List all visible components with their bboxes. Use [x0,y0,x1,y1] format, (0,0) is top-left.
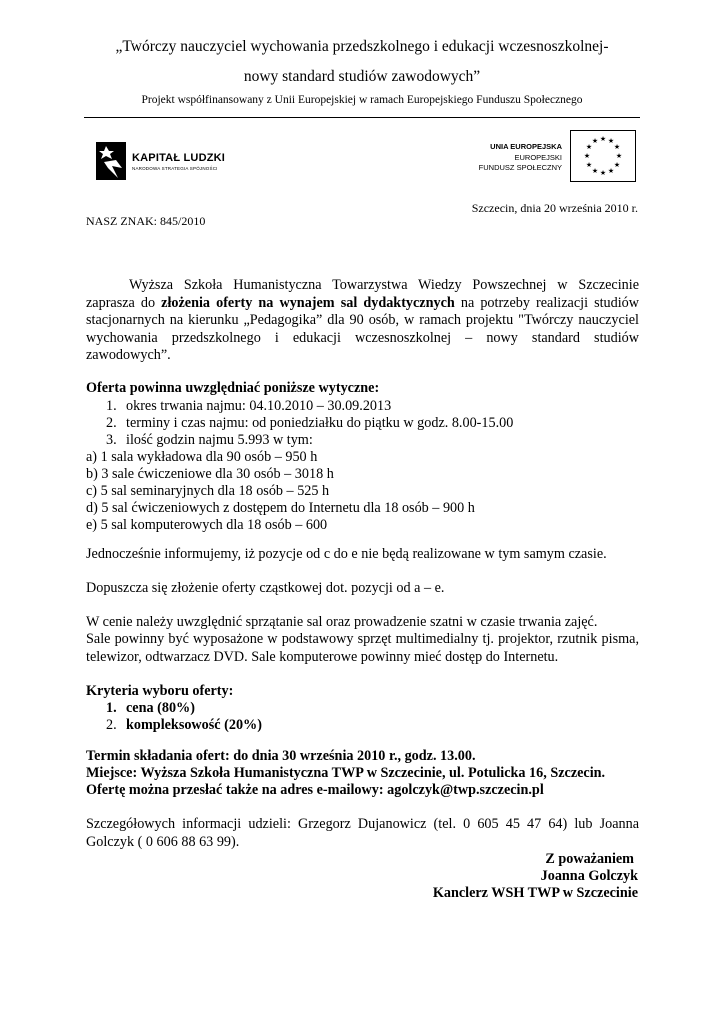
signature-name: Joanna Golczyk [540,868,638,884]
guideline-2-num: 2. [106,415,117,431]
svg-text:★: ★ [599,135,607,143]
place-date: Szczecin, dnia 20 września 2010 r. [471,201,638,215]
eu-logo [456,128,640,184]
svg-text:★: ★ [613,143,621,151]
criteria-2-num: 2. [106,717,117,733]
contact-paragraph: Szczegółowych informacji udzieli: Grzegorz Dujanowicz (tel. 0 605 45 47 64) lub Joanna Golczyk ( 0 606 88 63 99). [86,816,639,850]
place-line: Miejsce: Wyższa Szkoła Humanistyczna TWP w Szczecinie, ul. Potulicka 16, Szczecin. [86,765,606,781]
eu-flag-icon [570,130,636,182]
guideline-1-num: 1. [106,398,117,414]
para-partial-offer: Dopuszcza się złożenie oferty cząstkowej dot. pozycji od a – e. [86,580,445,596]
para-equipment: Sale powinny być wyposażone w podstawowy sprzęt multimedialny tj. projektor, rzutnik pisma, telewizor, odtwarzacz DVD. Sale komputerowe powinny mieć dostęp do Internetu. [86,631,639,665]
eu-logo-line3: FUNDUSZ SPOŁECZNY [478,163,562,172]
svg-text:★: ★ [599,169,607,177]
svg-text:★: ★ [591,137,599,145]
eu-logo-line1: UNIA EUROPEJSKA [490,142,562,151]
guideline-1-text: okres trwania najmu: 04.10.2010 – 30.09.2013 [126,398,392,414]
criteria-1-text: cena (80%) [126,700,195,716]
header-title-line2: nowy standard studiów zawodowych” [243,68,481,85]
svg-text:★: ★ [613,161,621,169]
kapital-ludzki-name: KAPITAŁ LUDZKI [132,152,226,164]
para-price: W cenie należy uwzględnić sprzątanie sal oraz prowadzenie szatni w czasie trwania zajęć. [86,614,598,630]
svg-text:★: ★ [615,152,623,160]
guideline-2-text: terminy i czas najmu: od poniedziałku do piątku w godz. 8.00-15.00 [126,415,514,431]
guideline-3-num: 3. [106,432,117,448]
svg-text:★: ★ [607,137,615,145]
header-subtitle: Projekt współfinansowany z Unii Europejskiej w ramach Europejskiego Funduszu Społecznego [141,94,583,106]
eu-logo-line2: EUROPEJSKI [514,153,562,162]
guideline-item-d: d) 5 sal ćwiczeniowych z dostępem do Internetu dla 18 osób – 900 h [86,500,475,516]
svg-text:★: ★ [607,167,615,175]
email-line: Ofertę można przesłać także na adres e-mailowy: agolczyk@twp.szczecin.pl [86,782,544,798]
intro-paragraph [86,277,639,365]
svg-text:★: ★ [583,152,591,160]
criteria-1-num: 1. [106,700,117,716]
deadline-line: Termin składania ofert: do dnia 30 września 2010 r., godz. 13.00. [86,748,476,764]
guideline-item-e: e) 5 sal komputerowych dla 18 osób – 600 [86,517,328,533]
kapital-ludzki-tagline: NARODOWA STRATEGIA SPÓJNOŚCI [132,166,218,171]
guideline-item-b: b) 3 sale ćwiczeniowe dla 30 osób – 3018 h [86,466,334,482]
svg-text:★: ★ [591,167,599,175]
header-title-line1: „Twórczy nauczyciel wychowania przedszkolnego i edukacji wczesnoszkolnej- [115,38,609,55]
kapital-ludzki-logo [94,138,234,186]
intro-part1: Wyższa Szkoła Humanistyczna Towarzystwa Wiedzy Powszechnej w Szczecinie zaprasza do [86,277,639,311]
guideline-item-c: c) 5 sal seminaryjnych dla 18 osób – 525 h [86,483,330,499]
criteria-2-text: kompleksowość (20%) [126,717,262,733]
guidelines-heading: Oferta powinna uwzględniać poniższe wytyczne: [86,380,380,396]
svg-text:★: ★ [585,143,593,151]
signature-closing: Z poważaniem [545,851,634,867]
guideline-3-text: ilość godzin najmu 5.993 w tym: [126,432,313,448]
criteria-heading: Kryteria wyboru oferty: [86,683,234,699]
kapital-ludzki-emblem-icon [94,138,128,184]
signature-title: Kanclerz WSH TWP w Szczecinie [432,885,638,901]
para-simultaneous: Jednocześnie informujemy, iż pozycje od c do e nie będą realizowane w tym samym czasie. [86,546,607,562]
intro-bold: złożenia oferty na wynajem sal dydaktycznych [161,294,455,311]
header-divider [84,117,640,118]
svg-text:★: ★ [585,161,593,169]
intro-part2: na potrzeby realizacji studiów stacjonarnych na kierunku „Pedagogika” dla 90 osób, w ramach projektu "Twórczy nauczyciel wychowania przedszkolnego i edukacji wczesnoszkolnej – nowy standard studiów zawodowych”. [86,294,640,363]
reference-number: NASZ ZNAK: 845/2010 [86,214,206,228]
guideline-item-a: a) 1 sala wykładowa dla 90 osób – 950 h [86,449,318,465]
